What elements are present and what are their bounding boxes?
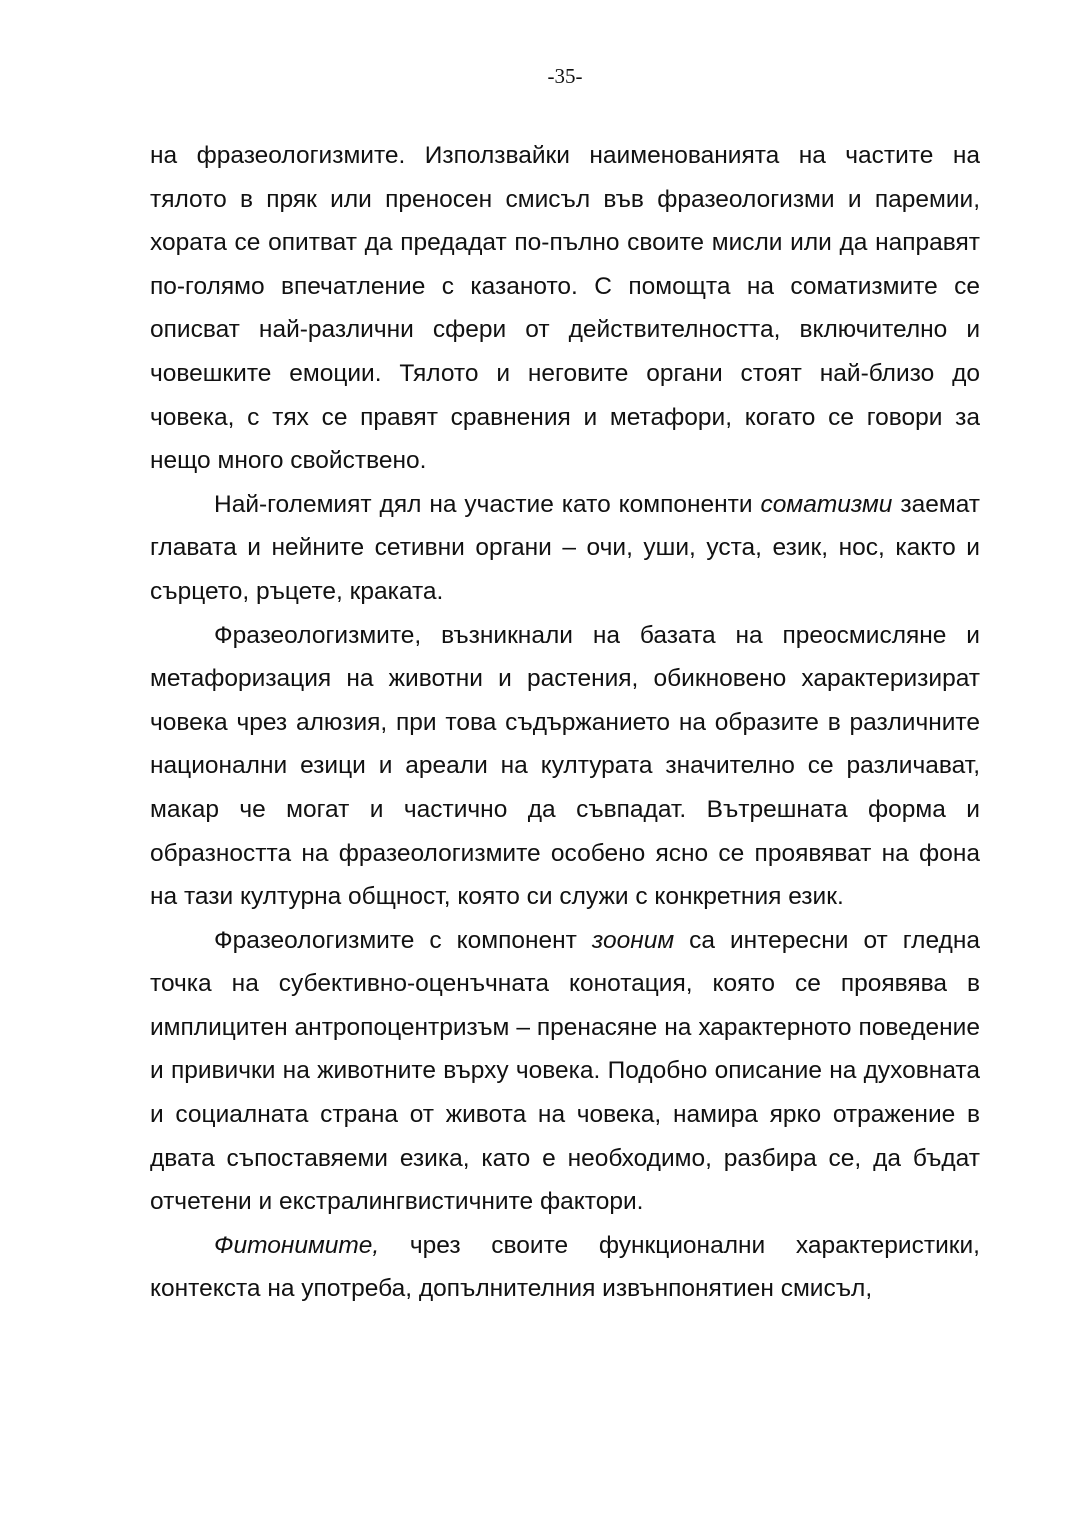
paragraph-2-text-after: заемат главата и нейните сетивни органи – очи, уши, уста, език, нос, както и сърцето, ръцете, краката. bbox=[150, 490, 980, 605]
document-body bbox=[150, 134, 980, 1311]
page-number: -35- bbox=[547, 64, 583, 88]
paragraph-1: на фразеологизмите. Използвайки наименованията на частите на тялото в пряк или преносен смисъл във фразеологизми и паремии, хората се опитват да предадат по-пълно своите мисли или да направят по-голямо впечатление с казаното. С помощта на соматизмите се описват най-различни сфери от действителността, включително и човешките емоции. Тялото и неговите органи стоят най-близо до човека, с тях се правят сравнения и метафори, когато се говори за нещо много свойствено. bbox=[150, 142, 980, 475]
term-somatisms: соматизми bbox=[760, 490, 893, 518]
term-zoonym: зооним bbox=[591, 926, 675, 954]
paragraph-2 bbox=[150, 483, 980, 614]
paragraph-4 bbox=[150, 919, 980, 1224]
paragraph-5 bbox=[150, 1224, 980, 1311]
paragraph-3: Фразеологизмите, възникнали на базата на преосмисляне и метафоризация на животни и растения, обикновено характеризират човека чрез алюзия, при това съдържанието на образите в различните национални езици и ареали на културата значително се различават, макар че могат и частично да съвпадат. Вътрешната форма и образността на фразеологизмите особено ясно се проявяват на фона на тази културна общност, която си служи с конкретния език. bbox=[150, 621, 980, 911]
paragraph-4-text-before: Фразеологизмите с компонент bbox=[214, 926, 592, 954]
paragraph-2-text-before: Най-големият дял на участие като компоненти bbox=[214, 490, 761, 518]
term-phytonyms: Фитонимите, bbox=[214, 1231, 380, 1259]
paragraph-4-text-after: са интересни от гледна точка на субективно-оценъчната конотация, която се проявява в имплицитен антропоцентризъм – пренасяне на характерното поведение и привички на животните върху човека. Подобно описание на духовната и социалната страна от живота на човека, намира ярко отражение в двата съпоставяеми езика, като е необходимо, разбира се, да бъдат отчетени и екстралингвистичните фактори. bbox=[150, 926, 980, 1216]
paragraph-5-text-after: чрез своите функционални характеристики, контекста на употреба, допълнителния извънпонятиен смисъл, bbox=[150, 1231, 980, 1303]
